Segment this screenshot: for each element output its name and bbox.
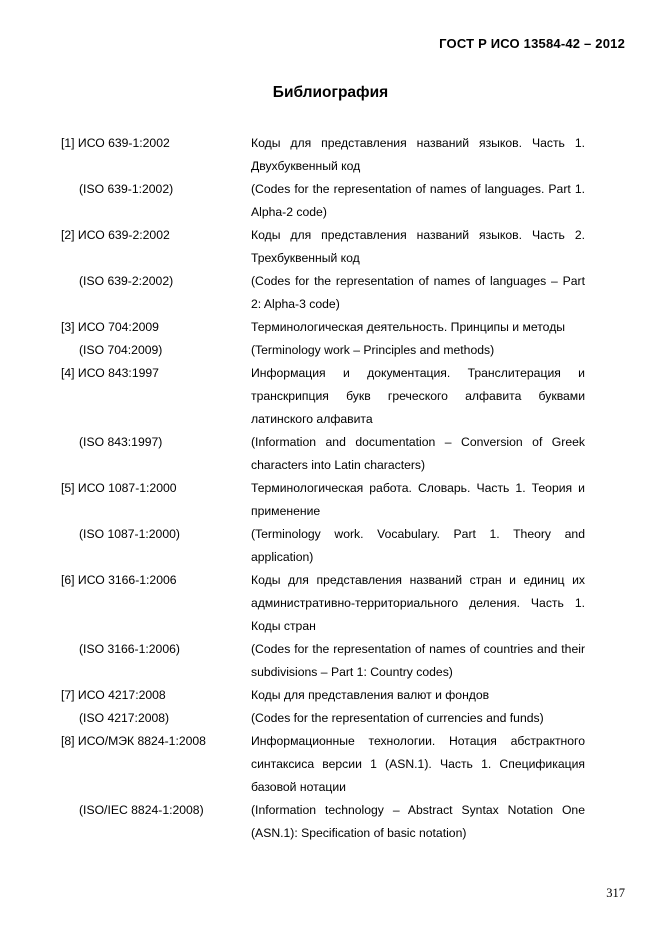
reference-title: Терминологическая работа. Словарь. Часть 1. Теория и применение bbox=[251, 481, 585, 518]
list-item bbox=[61, 224, 585, 270]
list-item bbox=[61, 431, 585, 477]
original-reference: (ISO 843:1997) bbox=[79, 435, 163, 449]
bibliography-list bbox=[61, 132, 585, 845]
reference-title: Информационные технологии. Нотация абстрактного синтаксиса версии 1 (ASN.1). Часть 1. Спецификация базовой нотации bbox=[251, 734, 585, 794]
original-reference: (ISO 3166-1:2006) bbox=[79, 642, 180, 656]
page-title: Библиография bbox=[272, 84, 389, 101]
original-reference: (ISO 704:2009) bbox=[79, 343, 163, 357]
original-reference: (ISO 639-1:2002) bbox=[79, 182, 174, 196]
reference-title: Коды для представления названий языков. Часть 2. Трехбуквенный код bbox=[251, 228, 585, 265]
list-item bbox=[61, 178, 585, 224]
original-title: (Codes for the representation of currencies and funds) bbox=[251, 711, 544, 725]
list-item bbox=[61, 362, 585, 431]
list-item bbox=[61, 684, 585, 707]
list-item bbox=[61, 477, 585, 523]
reference-title: Коды для представления названий языков. Часть 1. Двухбуквенный код bbox=[251, 136, 585, 173]
list-item bbox=[61, 569, 585, 638]
list-item bbox=[61, 707, 585, 730]
original-title: (Information technology – Abstract Syntax Notation One (ASN.1): Specification of basic notation) bbox=[251, 803, 585, 840]
original-title: (Terminology work. Vocabulary. Part 1. Theory and application) bbox=[251, 527, 585, 564]
reference-number: [3] ИСО 704:2009 bbox=[61, 320, 159, 334]
reference-number: [8] ИСО/МЭК 8824-1:2008 bbox=[61, 734, 206, 748]
reference-number: [7] ИСО 4217:2008 bbox=[61, 688, 166, 702]
reference-number: [1] ИСО 639-1:2002 bbox=[61, 136, 170, 150]
document-header: ГОСТ Р ИСО 13584-42 – 2012 bbox=[439, 36, 625, 51]
reference-number: [4] ИСО 843:1997 bbox=[61, 366, 159, 380]
list-item bbox=[61, 638, 585, 684]
reference-number: [2] ИСО 639-2:2002 bbox=[61, 228, 170, 242]
reference-number: [6] ИСО 3166-1:2006 bbox=[61, 573, 177, 587]
original-reference: (ISO 639-2:2002) bbox=[79, 274, 174, 288]
list-item bbox=[61, 132, 585, 178]
list-item bbox=[61, 523, 585, 569]
list-item bbox=[61, 730, 585, 799]
original-title: (Information and documentation – Conversion of Greek characters into Latin characters) bbox=[251, 435, 585, 472]
reference-title: Коды для представления названий стран и единиц их административно-территориального деления. Часть 1. Коды стран bbox=[251, 573, 585, 633]
list-item bbox=[61, 270, 585, 316]
original-title: (Codes for the representation of names of languages – Part 2: Alpha-3 code) bbox=[251, 274, 585, 311]
reference-title: Терминологическая деятельность. Принципы и методы bbox=[251, 320, 566, 334]
original-title: (Terminology work – Principles and methods) bbox=[251, 343, 495, 357]
reference-title: Коды для представления валют и фондов bbox=[251, 688, 490, 702]
list-item bbox=[61, 316, 585, 339]
reference-title: Информация и документация. Транслитерация и транскрипция букв греческого алфавита буквами латинского алфавита bbox=[251, 366, 585, 426]
page-number: 317 bbox=[606, 886, 625, 900]
original-reference: (ISO 4217:2008) bbox=[79, 711, 170, 725]
list-item bbox=[61, 799, 585, 845]
original-reference: (ISO/IEC 8824-1:2008) bbox=[79, 803, 204, 817]
original-title: (Codes for the representation of names of countries and their subdivisions – Part 1: Country codes) bbox=[251, 642, 585, 679]
original-title: (Codes for the representation of names of languages. Part 1. Alpha-2 code) bbox=[251, 182, 585, 219]
list-item bbox=[61, 339, 585, 362]
original-reference: (ISO 1087-1:2000) bbox=[79, 527, 180, 541]
reference-number: [5] ИСО 1087-1:2000 bbox=[61, 481, 177, 495]
